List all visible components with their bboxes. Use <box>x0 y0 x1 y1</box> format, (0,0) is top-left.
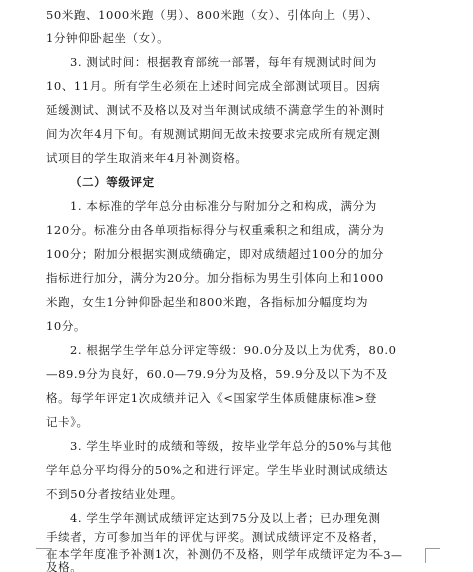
text-line: 学年总分平均得分的50%之和进行评定。学生毕业时测试成绩达 <box>46 463 388 477</box>
text-line: 及格。 <box>46 560 83 572</box>
text-line: 2. 根据学生学年总分评定等级：90.0分及以上为优秀，80.0 <box>70 343 397 357</box>
text-line: 间为次年4月下旬。有规测试期间无故未按要求完成所有规定测 <box>46 127 381 141</box>
text-line: 在本学年度准予补测1次，补测仍不及格，则学年成绩评定为不 <box>46 547 381 561</box>
text-line: 1分钟仰卧起坐（女）。 <box>46 31 170 45</box>
text-line: 4. 学生学年测试成绩评定达到75分及以上者；已办理免测 <box>70 511 381 525</box>
text-line: 10、11月。所有学生必须在上述时间完成全部测试项目。因病 <box>46 79 381 93</box>
text-line: —89.9分为良好，60.0—79.9分为及格，59.9分及以下为不及 <box>46 367 388 381</box>
text-line: 3. 测试时间：根据教育部统一部署，每年有规测试时间为 <box>70 55 377 69</box>
page-corner-mark-right <box>425 548 440 563</box>
text-line: 米跑，女生1分钟仰卧起坐和800米跑，各指标加分幅度均为 <box>46 295 369 309</box>
text-line: 10分。 <box>46 319 87 333</box>
page-number: —3— <box>372 549 403 562</box>
text-line: 1. 本标准的学年总分由标准分与附加分之和构成，满分为 <box>70 199 377 213</box>
text-line: 不到50分者按结业处理。 <box>46 487 183 501</box>
text-line: 延缓测试、测试不及格以及对当年测试成绩不满意学生的补测时 <box>46 103 385 117</box>
text-line: 50米跑、1000米跑（男）、800米跑（女）、引体向上（男）、 <box>46 8 379 22</box>
text-line: 试项目的学生取消来年4月补测资格。 <box>46 151 248 165</box>
text-line: 格。每学年评定1次成绩并记入《<国家学生体质健康标准>登 <box>46 391 377 405</box>
section-heading: （二）等级评定 <box>70 175 155 189</box>
text-line: 120分。标准分由各单项指标得分与权重乘积之和组成，满分为 <box>46 223 385 237</box>
text-line: 指标进行加分，满分为20分。加分指标为男生引体向上和1000 <box>46 271 384 285</box>
page-corner-mark-left <box>36 548 51 563</box>
text-line: 记卡》。 <box>46 415 89 429</box>
text-line: 3. 学生毕业时的成绩和等级，按毕业学年总分的50%与其他 <box>70 439 393 453</box>
text-line: 手续者，方可参加当年的评优与评奖。测试成绩评定不及格者， <box>46 530 385 544</box>
text-line: 100分；附加分根据实测成绩确定，即对成绩超过100分的加分 <box>46 247 384 261</box>
